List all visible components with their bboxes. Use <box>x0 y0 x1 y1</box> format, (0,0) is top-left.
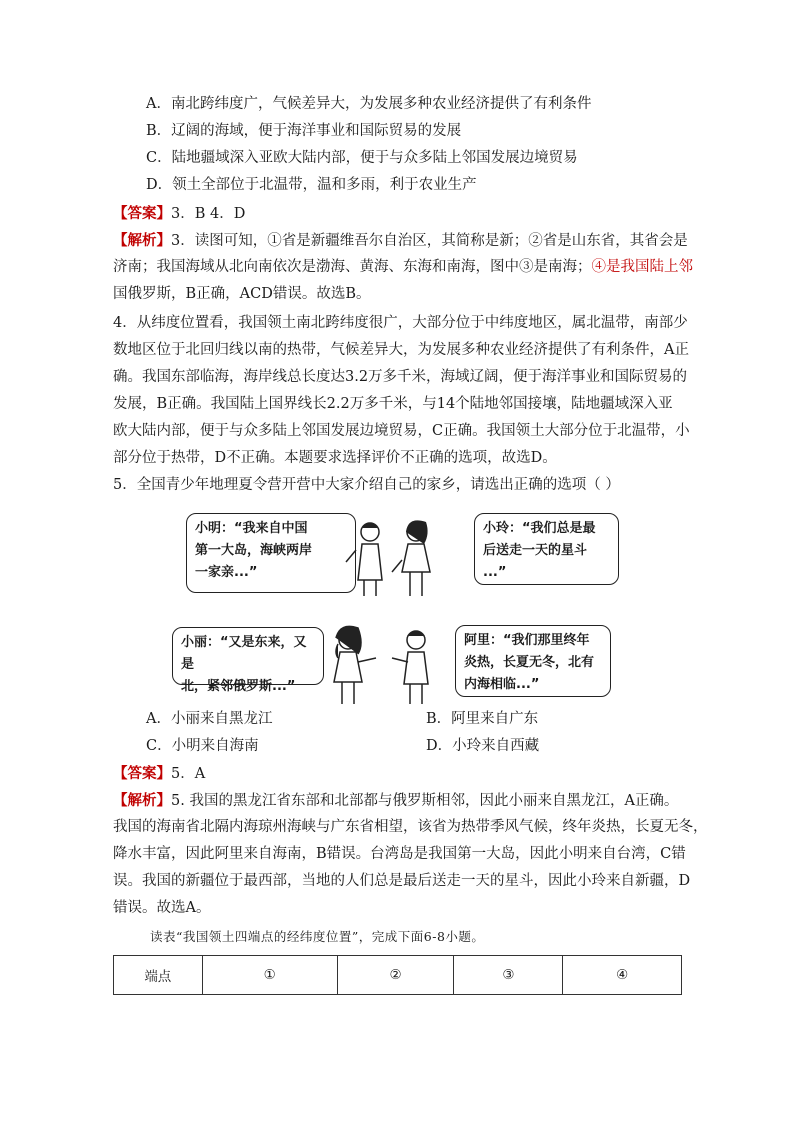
analysis-text-highlight: ④是我国陆上邻 <box>591 259 693 275</box>
bubble-line: 小丽：“又是东来，又是 <box>181 635 307 672</box>
answer-tag: 【答案】 <box>113 765 171 782</box>
analysis-line: 我国的海南省北隔内海琼州海峡与广东省相望，该省为热带季风气候，终年炎热，长夏无冬， <box>113 819 708 835</box>
option-c: C．陆地疆域深入亚欧大陆内部，便于与众多陆上邻国发展边境贸易 <box>146 150 578 166</box>
bubble-line: 后送走一天的星斗 <box>483 543 588 558</box>
analysis-line: 降水丰富，因此阿里来自海南，B错误。台湾岛是我国第一大岛，因此小明来自台湾，C错 <box>113 846 686 862</box>
table-header-cell: ④ <box>563 956 682 995</box>
speech-bubble-xiaoling <box>474 513 619 585</box>
analysis-line: 4．从纬度位置看，我国领土南北跨纬度很广，大部分位于中纬度地区，属北温带，南部少 <box>113 315 688 331</box>
answer-block <box>113 200 683 228</box>
q5-option-b: B．阿里来自广东 <box>426 711 539 727</box>
analysis-line: 误。我国的新疆位于最西部，当地的人们总是最后送走一天的星斗，因此小玲来自新疆，D <box>113 873 691 889</box>
table-header-cell: 端点 <box>114 956 203 995</box>
endpoints-table <box>113 955 682 995</box>
boy-and-girl-illustration <box>340 510 440 600</box>
analysis-line <box>113 254 693 281</box>
analysis-line: 确。我国东部临海，海岸线总长度达3.2万多千米，海域辽阔，便于海洋事业和国际贸易的 <box>113 369 688 385</box>
analysis-line: 错误。故选A。 <box>113 900 211 916</box>
speech-bubble-xiaoming <box>186 513 356 593</box>
bubble-line: 小玲：“我们总是最 <box>483 521 596 536</box>
analysis-text: 3．读图可知，①省是新疆维吾尔自治区，其简称是新；②省是山东省，其省会是 <box>171 233 688 249</box>
bubble-line: 小明：“我来自中国 <box>195 521 308 536</box>
speech-bubble-xiaoli <box>172 627 324 694</box>
bubble-line: 阿里：“我们那里终年 <box>464 633 590 648</box>
bubble-line: 炎热，长夏无冬，北有 <box>464 655 595 670</box>
speech-bubble-ali <box>455 625 611 697</box>
analysis-line: 发展，B正确。我国陆上国界线长2.2万多千米，与14个陆地邻国接壤，陆地疆域深入亚 <box>113 396 673 412</box>
option-b: B．辽阔的海域，便于海洋事业和国际贸易的发展 <box>146 123 462 139</box>
option-d: D．领土全部位于北温带，温和多雨，利于农业生产 <box>146 177 477 193</box>
question-5-stem: 5．全国青少年地理夏令营开营中大家介绍自己的家乡，请选出正确的选项（ ） <box>113 477 620 493</box>
analysis-line <box>113 227 688 255</box>
bubble-line: 一家亲...” <box>195 565 258 580</box>
bubble-line: 内海相临...” <box>464 677 540 692</box>
analysis-text: 5. 我国的黑龙江省东部和北部都与俄罗斯相邻，因此小丽来自黑龙江，A正确。 <box>171 793 679 809</box>
analysis-line <box>113 787 683 815</box>
table-header-cell: ③ <box>454 956 563 995</box>
option-a: A．南北跨纬度广，气候差异大，为发展多种农业经济提供了有利条件 <box>146 96 592 112</box>
table-row <box>114 956 682 995</box>
analysis-tag: 【解析】 <box>113 792 171 809</box>
girl-and-boy-illustration <box>318 618 458 708</box>
analysis-text: 济南；我国海域从北向南依次是渤海、黄海、东海和南海，图中③是南海； <box>113 259 592 275</box>
answer-text: 3．B 4．D <box>171 206 246 222</box>
analysis-line: 部分位于热带，D不正确。本题要求选择评价不正确的选项，故选D。 <box>113 450 557 466</box>
q5-option-c: C．小明来自海南 <box>146 738 259 754</box>
q5-option-d: D．小玲来自西藏 <box>426 738 540 754</box>
bubble-line: 北，紧邻俄罗斯...” <box>181 679 296 694</box>
table-header-cell: ① <box>202 956 337 995</box>
answer-tag: 【答案】 <box>113 205 171 222</box>
analysis-line: 数地区位于北回归线以南的热带，气候差异大，为发展多种农业经济提供了有利条件，A正 <box>113 342 689 358</box>
table-header-cell: ② <box>337 956 454 995</box>
bubble-line: 第一大岛，海峡两岸 <box>195 543 313 558</box>
analysis-line: 欧大陆内部，便于与众多陆上邻国发展边境贸易，C正确。我国领土大部分位于北温带，小 <box>113 423 690 439</box>
bubble-line: ...” <box>483 565 507 580</box>
analysis-line: 国俄罗斯，B正确，ACD错误。故选B。 <box>113 286 371 302</box>
answer-block <box>113 760 683 788</box>
q5-option-a: A．小丽来自黑龙江 <box>146 711 273 727</box>
table-caption: 读表“我国领土四端点的经纬度位置”，完成下面6-8小题。 <box>150 929 485 944</box>
analysis-tag: 【解析】 <box>113 232 171 249</box>
answer-text: 5．A <box>171 766 206 782</box>
